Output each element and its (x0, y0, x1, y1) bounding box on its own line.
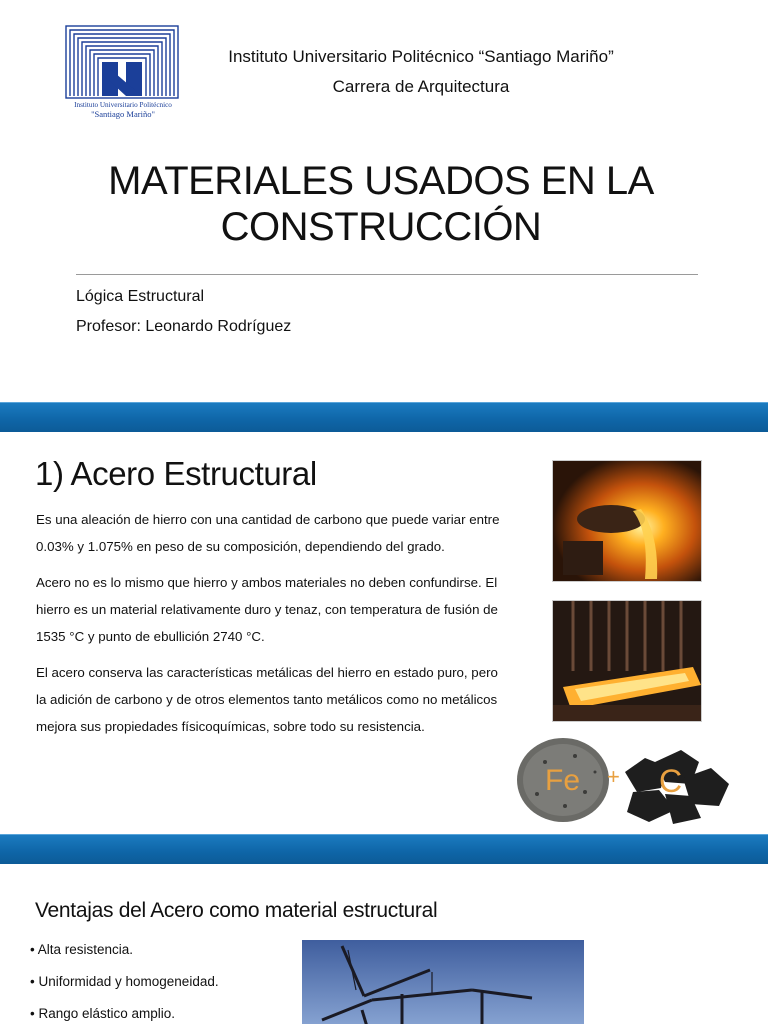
main-title-line2: CONSTRUCCIÓN (220, 205, 542, 249)
course-info (76, 282, 291, 342)
logo-text-line2: "Santiago Mariño" (91, 109, 155, 119)
main-title (80, 158, 682, 250)
hot-steel-slab-photo (552, 600, 702, 722)
slide-divider (0, 402, 768, 433)
ventajas-slide (0, 864, 768, 1024)
paragraph: El acero conserva las características metálicas del hierro en estado puro, pero la adición de carbono y de otros elementos tanto metálicos como no metálicos mejora sus propiedades físicoquímicas, sobre todo su resistencia. (36, 665, 498, 734)
subject-label: Lógica Estructural (76, 288, 205, 305)
logo-text-line1: Instituto Universitario Politécnico (74, 101, 172, 109)
institution-name: Instituto Universitario Politécnico “Santiago Mariño” (228, 47, 614, 66)
acero-slide (0, 432, 768, 834)
institution-header (190, 42, 652, 102)
list-item: • Rango elástico amplio. (30, 998, 219, 1024)
plus-label: + (607, 764, 620, 789)
professor-label: Profesor: Leonardo Rodríguez (76, 318, 292, 335)
advantages-list (30, 934, 219, 1024)
fe-label: Fe (545, 764, 581, 797)
institute-logo (54, 24, 192, 122)
section-title: 1) Acero Estructural (35, 455, 317, 492)
title-rule (76, 274, 698, 275)
paragraph: Es una aleación de hierro con una cantidad de carbono que puede variar entre 0.03% y 1.075% en peso de su composición, dependiendo del grado. (36, 512, 500, 554)
list-item: • Alta resistencia. (30, 934, 219, 966)
section-body (36, 506, 506, 749)
slide-divider (0, 834, 768, 865)
iron-carbon-illustration (515, 732, 733, 826)
career-name: Carrera de Arquitectura (332, 77, 510, 96)
steel-structure-photo (302, 940, 584, 1024)
c-label: C (659, 763, 683, 799)
main-title-line1: MATERIALES USADOS EN LA (108, 159, 654, 203)
paragraph: Acero no es lo mismo que hierro y ambos materiales no deben confundirse. El hierro es un material relativamente duro y tenaz, con temperatura de fusión de 1535 °C y punto de ebullición 2740 °C. (36, 575, 498, 644)
molten-steel-photo (552, 460, 702, 582)
list-item: • Uniformidad y homogeneidad. (30, 966, 219, 998)
section-title: Ventajas del Acero como material estructural (35, 899, 438, 922)
title-slide (0, 0, 768, 402)
